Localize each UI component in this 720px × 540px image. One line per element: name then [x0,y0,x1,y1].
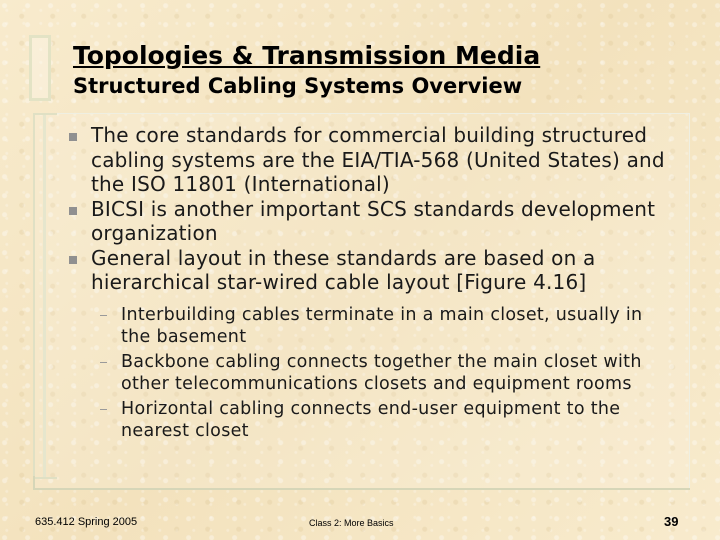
square-bullet-icon [69,207,77,215]
sub-bullet-text: Backbone cabling connects together the main closet with other telecommunications closets and equipment rooms [121,352,642,394]
square-bullet-icon [69,256,77,264]
dash-bullet-icon [100,315,107,316]
bullet-text: General layout in these standards are based on a hierarchical star-wired cable layout [Figure 4.16] [91,245,596,294]
sub-bullet-item [96,399,676,442]
bullet-text: BICSI is another important SCS standards development organization [91,196,656,245]
content-frame-bottom-decoration [33,476,690,490]
dash-bullet-icon [100,409,107,410]
sub-bullet-item [96,352,676,395]
bullet-text: The core standards for commercial building structured cabling systems are the EIA/TIA-568 (United States) and the ISO 11801 (International) [91,123,665,196]
footer-page-number: 39 [664,514,679,529]
sub-bullet-list [96,305,676,446]
bullet-list [66,123,666,295]
bullet-item [66,246,666,295]
sub-bullet-text: Horizontal cabling connects end-user equipment to the nearest closet [121,399,621,441]
slide-subtitle: Structured Cabling Systems Overview [73,74,523,98]
slide-title: Topologies & Transmission Media [73,41,541,70]
content-frame-left-decoration [33,113,57,479]
bullet-item [66,197,666,246]
dash-bullet-icon [100,362,107,363]
square-bullet-icon [69,133,77,141]
title-frame-decoration [29,35,51,101]
sub-bullet-item [96,305,676,348]
footer-course: 635.412 Spring 2005 [35,516,138,528]
sub-bullet-text: Interbuilding cables terminate in a main closet, usually in the basement [121,305,643,347]
title-block [73,40,540,100]
footer-session: Class 2: More Basics [309,518,394,528]
bullet-item [66,123,666,197]
